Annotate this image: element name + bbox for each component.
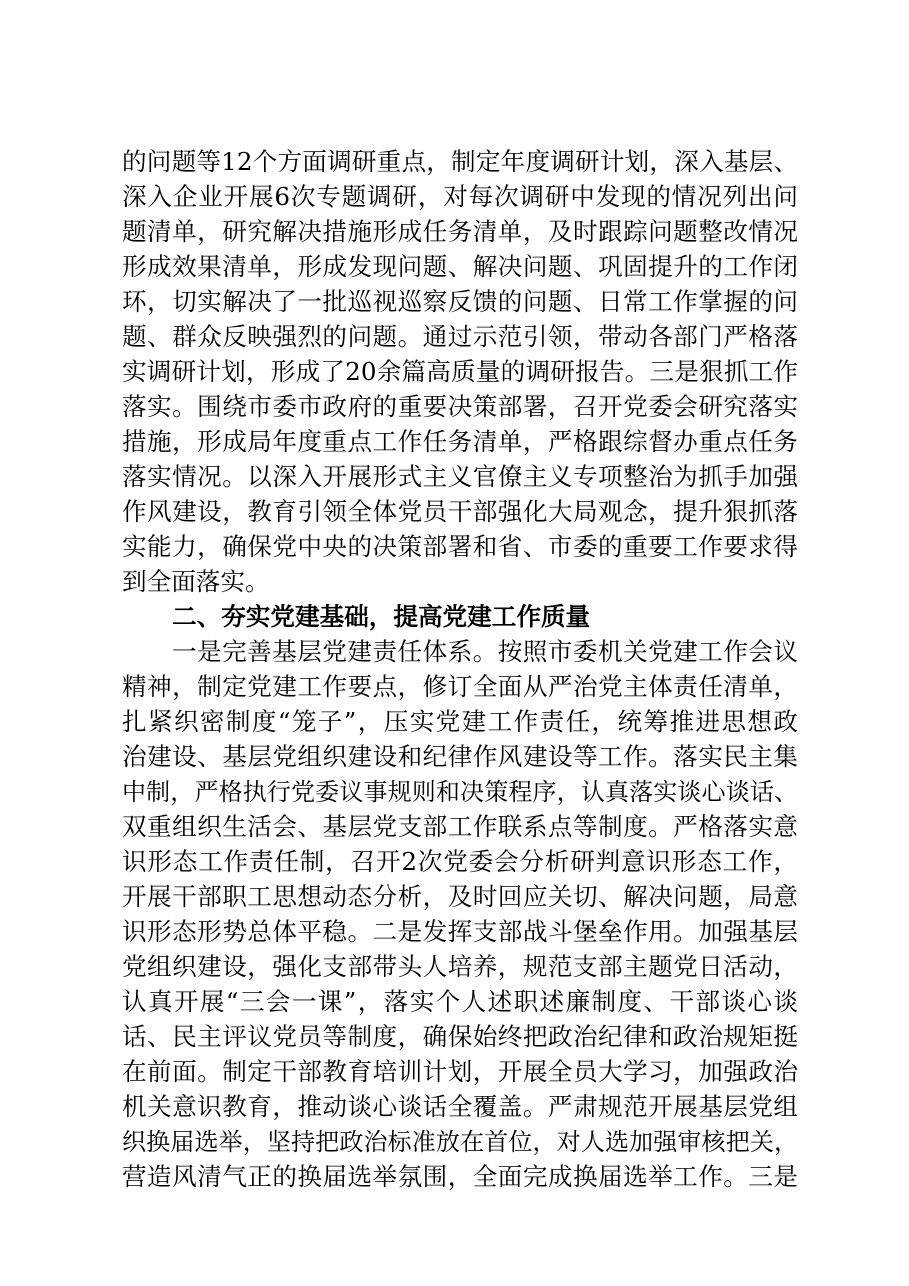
text-line: 党组织建设，强化支部带头人培养，规范支部主题党日活动， — [122, 952, 798, 981]
text-line: 机关意识教育，推动谈心谈话全覆盖。严肃规范开展基层党组 — [122, 1092, 798, 1121]
text-line: 精神，制定党建工作要点，修订全面从严治党主体责任清单， — [122, 672, 798, 701]
text-line: 一是完善基层党建责任体系。按照市委机关党建工作会议 — [172, 637, 798, 666]
text-line: 深入企业开展6次专题调研，对每次调研中发现的情况列出问 — [122, 182, 798, 211]
text-line: 题清单，研究解决措施形成任务清单，及时跟踪问题整改情况 — [122, 217, 798, 246]
section-heading: 二、夯实党建基础，提高党建工作质量 — [172, 602, 591, 631]
text-line: 的问题等12个方面调研重点，制定年度调研计划，深入基层、 — [122, 147, 798, 176]
text-line: 形成效果清单，形成发现问题、解决问题、巩固提升的工作闭 — [122, 252, 798, 281]
text-line: 中制，严格执行党委议事规则和决策程序，认真落实谈心谈话、 — [122, 778, 798, 806]
text-line: 扎紧织密制度“笼子”，压实党建工作责任，统筹推进思想政 — [122, 707, 798, 736]
text-line: 落实。围绕市委市政府的重要决策部署，召开党委会研究落实 — [122, 392, 798, 421]
text-line: 实调研计划，形成了20余篇高质量的调研报告。三是狠抓工作 — [122, 357, 798, 386]
text-line: 实能力，确保党中央的决策部署和省、市委的重要工作要求得 — [122, 532, 798, 561]
text-line: 开展干部职工思想动态分析，及时回应关切、解决问题，局意 — [122, 882, 798, 911]
text-line: 话、民主评议党员等制度，确保始终把政治纪律和政治规矩挺 — [122, 1022, 798, 1051]
text-line: 双重组织生活会、基层党支部工作联系点等制度。严格落实意 — [122, 812, 798, 841]
text-line: 环，切实解决了一批巡视巡察反馈的问题、日常工作掌握的问 — [122, 287, 798, 316]
text-line: 措施，形成局年度重点工作任务清单，严格跟综督办重点任务 — [122, 427, 798, 456]
text-line: 织换届选举，坚持把政治标准放在首位，对人选加强审核把关， — [122, 1128, 798, 1156]
text-line: 落实情况。以深入开展形式主义官僚主义专项整治为抓手加强 — [122, 462, 798, 491]
text-line: 治建设、基层党组织建设和纪律作风建设等工作。落实民主集 — [122, 742, 798, 771]
text-line: 到全面落实。 — [122, 567, 270, 596]
text-line: 在前面。制定干部教育培训计划，开展全员大学习，加强政治 — [122, 1057, 798, 1086]
text-line: 题、群众反映强烈的问题。通过示范引领，带动各部门严格落 — [122, 322, 798, 351]
text-line: 作风建设，教育引领全体党员干部强化大局观念，提升狠抓落 — [122, 497, 798, 526]
text-line: 认真开展“三会一课”，落实个人述职述廉制度、干部谈心谈 — [122, 987, 798, 1016]
text-line: 识形态工作责任制，召开2次党委会分析研判意识形态工作， — [122, 847, 798, 876]
text-line: 识形态形势总体平稳。二是发挥支部战斗堡垒作用。加强基层 — [122, 917, 798, 946]
text-line: 营造风清气正的换届选举氛围，全面完成换届选举工作。三是 — [122, 1162, 798, 1191]
